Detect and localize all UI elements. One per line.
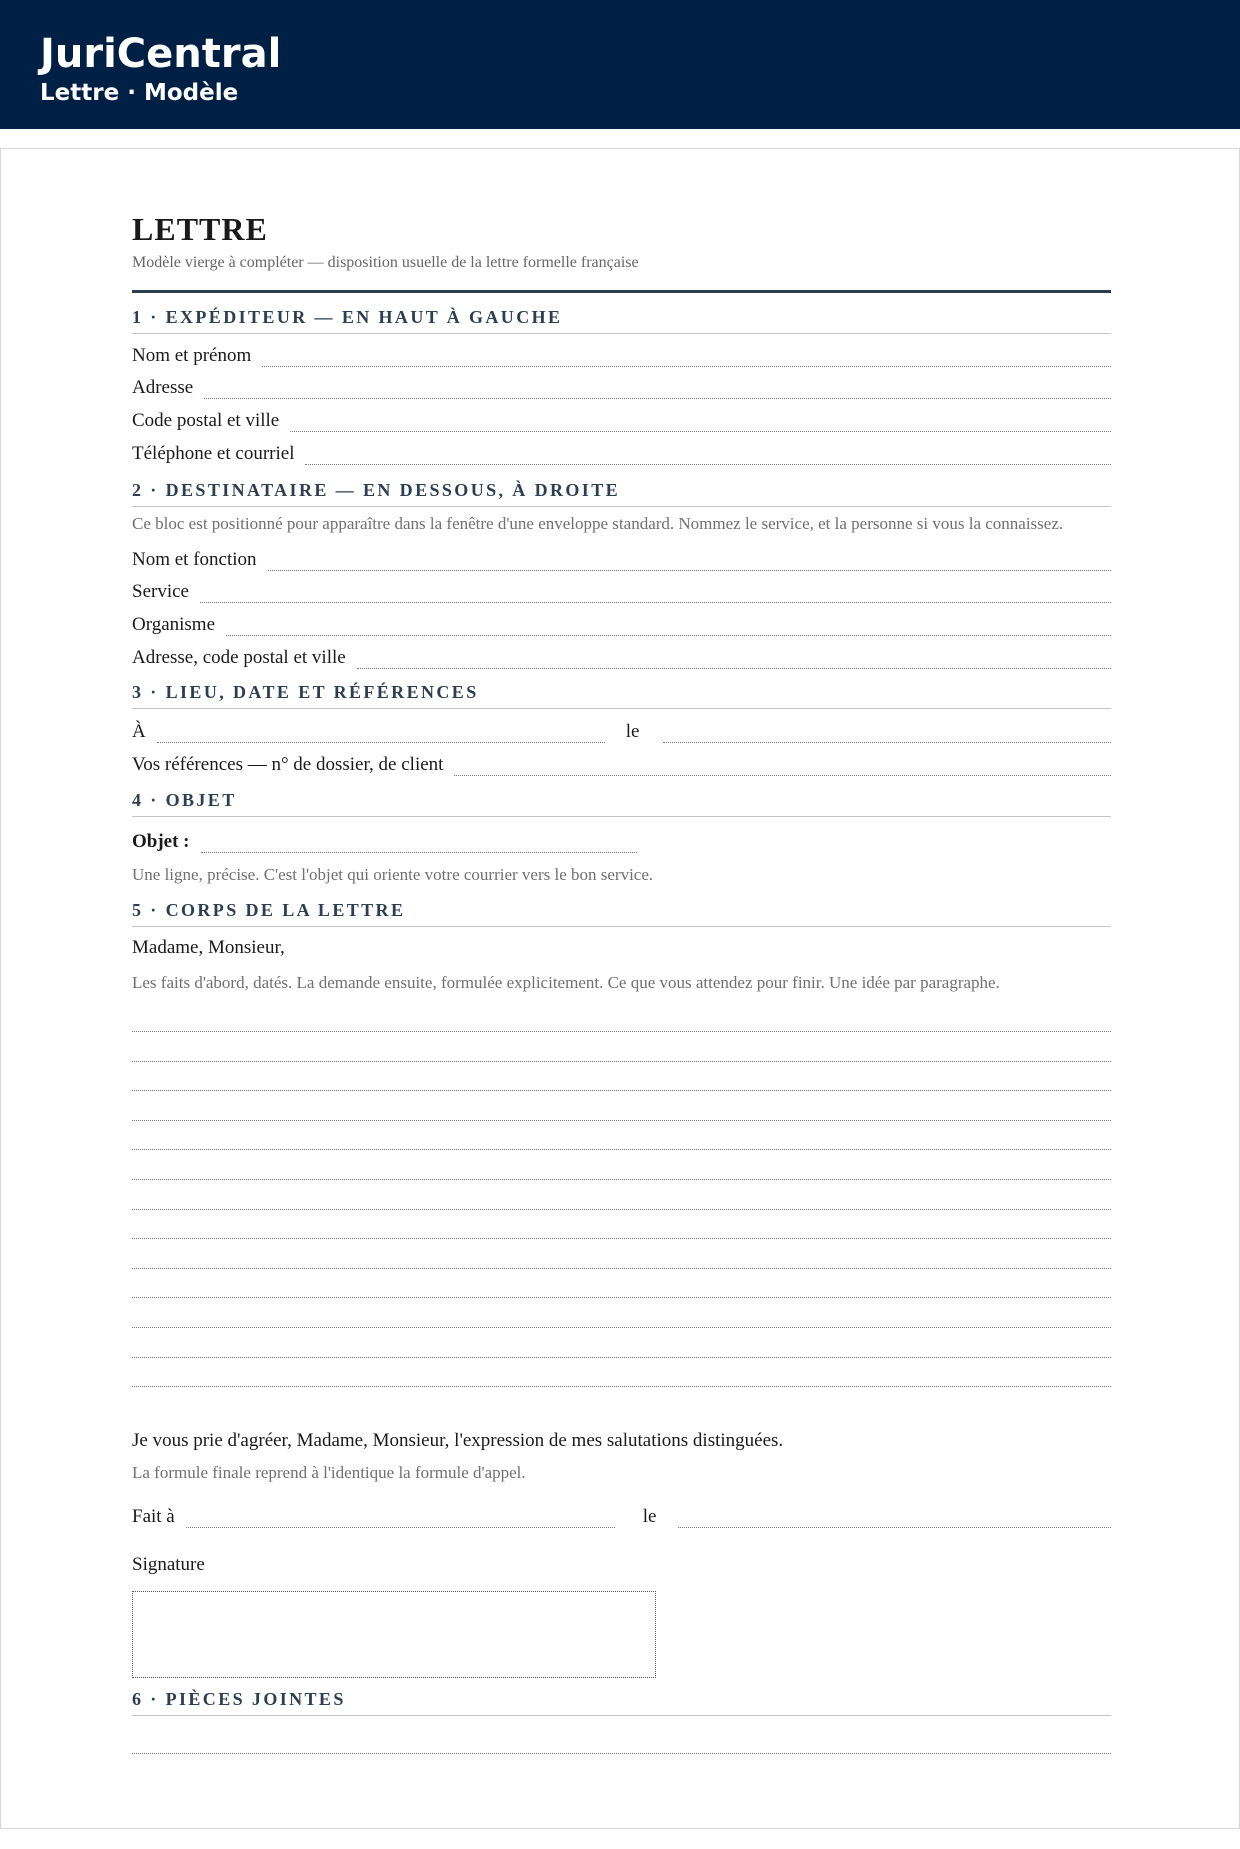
fill-line[interactable] <box>268 570 1111 571</box>
salutation: Madame, Monsieur, <box>132 937 285 958</box>
field-label: Adresse, code postal et ville <box>132 647 346 668</box>
field-references[interactable] <box>132 750 1111 776</box>
field-label: Service <box>132 581 189 602</box>
section-title-subject: 4 · OBJET <box>132 788 1111 817</box>
writing-line[interactable] <box>132 1386 1111 1387</box>
section-title-body: 5 · CORPS DE LA LETTRE <box>132 898 1111 927</box>
field-label: Nom et prénom <box>132 345 252 366</box>
section-title-attachments: 6 · PIÈCES JOINTES <box>132 1687 1111 1716</box>
section-title-recipient: 2 · DESTINATAIRE — EN DESSOUS, À DROITE <box>132 478 1111 507</box>
signature-label: Signature <box>132 1554 205 1575</box>
closing-note: La formule finale reprend à l'identique la formule d'appel. <box>132 1463 526 1482</box>
place-fill-line[interactable] <box>157 742 605 743</box>
section-title-sender: 1 · EXPÉDITEUR — EN HAUT À GAUCHE <box>132 305 1111 334</box>
body-note: Les faits d'abord, datés. La demande ensuite, formulée explicitement. Ce que vous attendez pour finir. Une idée par paragraphe. <box>132 973 1000 992</box>
made-on-fill-line[interactable] <box>678 1527 1111 1528</box>
field-made-at[interactable] <box>132 1502 1111 1528</box>
brand-subtitle: Lettre · Modèle <box>40 80 239 106</box>
fill-line[interactable] <box>357 668 1111 669</box>
brand-name: JuriCentral <box>40 31 282 77</box>
fill-line[interactable] <box>454 775 1111 776</box>
writing-line[interactable] <box>132 1357 1111 1358</box>
field-sender-name[interactable] <box>132 341 1111 367</box>
made-at-fill-line[interactable] <box>186 1527 615 1528</box>
subject-label: Objet : <box>132 831 190 852</box>
closing-formula: Je vous prie d'agréer, Madame, Monsieur, l'expression de mes salutations distinguées. <box>132 1430 784 1451</box>
field-label: Code postal et ville <box>132 410 280 431</box>
field-sender-address[interactable] <box>132 373 1111 399</box>
subject-fill-line[interactable] <box>201 852 637 853</box>
writing-line[interactable] <box>132 1090 1111 1091</box>
document-title: LETTRE <box>132 211 268 247</box>
made-at-label: Fait à <box>132 1506 175 1527</box>
fill-line[interactable] <box>226 635 1111 636</box>
writing-line[interactable] <box>132 1209 1111 1210</box>
date-fill-line[interactable] <box>663 742 1111 743</box>
date-label: le <box>625 721 640 742</box>
place-label: À <box>132 721 146 742</box>
subject-note: Une ligne, précise. C'est l'objet qui oriente votre courrier vers le bon service. <box>132 865 654 884</box>
fill-line[interactable] <box>305 464 1111 465</box>
top-header-bar <box>0 0 1240 129</box>
field-label: Nom et fonction <box>132 549 257 570</box>
writing-line[interactable] <box>132 1238 1111 1239</box>
field-recipient-name-role[interactable] <box>132 545 1111 571</box>
field-recipient-organisation[interactable] <box>132 610 1111 636</box>
writing-line[interactable] <box>132 1120 1111 1121</box>
writing-line[interactable] <box>132 1327 1111 1328</box>
recipient-note: Ce bloc est positionné pour apparaître dans la fenêtre d'une enveloppe standard. Nommez le service, et la personne si vous la connaissez. <box>132 514 1064 533</box>
field-label: Téléphone et courriel <box>132 443 295 464</box>
field-recipient-address[interactable] <box>132 643 1111 669</box>
fill-line[interactable] <box>290 431 1111 432</box>
attachments-line[interactable] <box>132 1753 1111 1754</box>
writing-line[interactable] <box>132 1149 1111 1150</box>
field-sender-phone-email[interactable] <box>132 439 1111 465</box>
field-subject[interactable] <box>132 827 1111 853</box>
field-label: Organisme <box>132 614 216 635</box>
writing-line[interactable] <box>132 1179 1111 1180</box>
writing-line[interactable] <box>132 1031 1111 1032</box>
field-place-date[interactable] <box>132 717 1111 743</box>
writing-line[interactable] <box>132 1061 1111 1062</box>
fill-line[interactable] <box>262 366 1111 367</box>
made-on-label: le <box>642 1506 657 1527</box>
section-title-place-date: 3 · LIEU, DATE ET RÉFÉRENCES <box>132 680 1111 709</box>
field-label: Vos références — n° de dossier, de client <box>132 754 444 775</box>
writing-line[interactable] <box>132 1268 1111 1269</box>
signature-box[interactable] <box>132 1591 656 1678</box>
writing-line[interactable] <box>132 1297 1111 1298</box>
letter-content <box>132 149 1111 1828</box>
letter-sheet <box>0 148 1240 1829</box>
field-label: Adresse <box>132 377 194 398</box>
field-recipient-service[interactable] <box>132 577 1111 603</box>
field-sender-postcode-city[interactable] <box>132 406 1111 432</box>
fill-line[interactable] <box>200 602 1111 603</box>
fill-line[interactable] <box>204 398 1111 399</box>
document-subtitle: Modèle vierge à compléter — disposition usuelle de la lettre formelle française <box>132 254 639 271</box>
title-divider <box>132 290 1111 293</box>
